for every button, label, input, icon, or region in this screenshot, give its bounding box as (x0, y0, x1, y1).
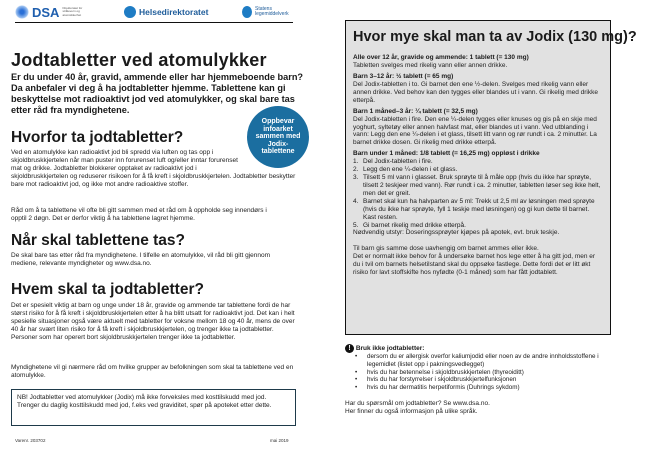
dosage-box (345, 20, 637, 335)
infant-title: Barn under 1 måned: 1/8 tablett (= 16,25 mg) oppløst i drikke (353, 150, 540, 158)
dosage-note: Til barn gis samme dose uavhengig om barnet ammes eller ikke. (353, 245, 539, 253)
dosage-group-text: Del Jodix-tabletten i fire. Den ene ¼-delen tygges eller knuses og gis på en skje med yoghurt, syltetøy eller annen halvfast mat, eller blandes ut i vann. Ved utblanding i vann: Legg den ene ¼-delen i et glass, tilsett litt vann og rør rundt i ca. 2 minutter. La barnet drikke dosen. Gi rikelig med drikke etterpå. (353, 115, 597, 147)
page-title: Jodtabletter ved atomulykker (11, 50, 267, 70)
contact-line: Har du spørsmål om jodtabletter? Se www.dsa.no. (345, 399, 490, 407)
dosage-group-title: Alle over 12 år, gravide og ammende: 1 tablett (= 130 mg) (353, 54, 529, 61)
when-paragraph: De skal bare tas etter råd fra myndighetene. I tilfelle en atomulykke, vil råd bli gitt gjennom mediene, relevante myndigheter og www.dsa.no. (11, 252, 271, 267)
helsedir-name: Helsedirektoratet (139, 7, 209, 17)
warning-text: dersom du er allergisk overfor kaliumjodid eller noen av de andre innholdsstoffene i legemidlet (listet opp i pakningsvedlegget) (367, 353, 599, 368)
badge-spacer (242, 149, 296, 171)
step-text: Tilsett 5 ml vann i glasset. Bruk sprøyte til å måle opp (hvis du ikke har sprøyte, tilsett 2 teskjeer med vann). Rør rundt i ca. 2 minutter, tabletten løser seg ikke helt, men det er greit. (363, 174, 601, 197)
dosage-group-title: Barn 3–12 år: ½ tablett (= 65 mg) (353, 72, 454, 80)
who-paragraph-1: Det er spesielt viktig at barn og unge under 18 år, gravide og ammende tar tablettene fordi de har størst risiko for å få kreft i skjoldbruskkjertelen etter å ha blitt utsatt for radioaktivt jod. Det kan i helt spesielle situasjoner også være aktuelt med tabletter for voksne mellom 18 og 40 år, mens de over 40 år har svært liten risiko for å få kreft i skjoldbruskkjertelen, og trenger ikke ta jodtabletter. Personer som har operert bort skjoldbruskkjertelen trenger ikke ta jodtabletter. (11, 302, 295, 341)
helsedirektoratet-logo (124, 6, 208, 18)
who-paragraph-2: Myndighetene vil gi nærmere råd om hvilke grupper av befolkningen som skal ta tablettene ved en atomulykke. (11, 364, 294, 379)
slv-drop-icon (242, 6, 252, 18)
why-paragraph-2: Råd om å ta tablettene vil ofte bli gitt sammen med et råd om å oppholde seg innendørs i opptil 2 døgn. Det er derfor viktig å ha tablettene lagret hjemme. (11, 207, 267, 222)
step-item: 3. Tilsett 5 ml vann i glasset. Bruk sprøyte til å måle opp (hvis du ikke har sprøyte, tilsett 2 teskjeer med vann). Rør rundt i ca. 2 minutter, tabletten løser seg ikke helt, men det er greit. (353, 174, 603, 198)
step-text: Legg den ene ¼-delen i et glass. (363, 166, 458, 174)
warning-text: hvis du har betennelse i skjoldbruskkjertelen (thyreoiditt) (367, 368, 524, 376)
step-text: Del Jodix-tabletten i fire. (363, 158, 433, 166)
heading-when: Når skal tablettene tas? (11, 232, 186, 249)
warning-list (355, 353, 610, 392)
step-text: Barnet skal kun ha halvparten av 5 ml: Trekk ut 2,5 ml av løsningen med sprøyte (hvis du ikke har sprøyte, fyll 1 teskje med løsningen) og gi kun dette til barnet. Kast resten. (363, 197, 595, 221)
step-item: 5. Gi barnet rikelig med drikke etterpå. (353, 221, 466, 229)
equipment-note: Nødvendig utstyr: Doseringssprøyter kjøpes på apotek, evt. bruk teskje. (353, 229, 560, 237)
infant-steps (353, 158, 603, 229)
product-number: Varenr. 203702 (15, 438, 46, 443)
step-item: 1. Del Jodix-tabletten i fire. (353, 158, 433, 166)
why-paragraph-1: Ved en atomulykke kan radioaktivt jod bli spredd via luften og tas opp i skjoldbruskkjertelen når man puster inn forurenset luft og/eller inntar forurenset mat og drikke. Jodtabletter blokkerer opptaket av radioaktivt jod i skjoldbruskkjertelen og reduserer risikoen for å få kreft i skjoldbruskkjertelen. Jodtabletter beskytter bare mot radioaktivt jod, og ikke mot andre radioaktive stoffer. (11, 149, 296, 188)
dsa-star-icon (15, 5, 29, 19)
dsa-subtitle: Direktoratet for strålevern og atomsikkerhet (62, 5, 83, 17)
heading-why: Hvorfor ta jodtabletter? (11, 129, 184, 146)
badge-text: Oppbevar infoarket sammen med Jodix-tablettene (255, 118, 301, 156)
publish-date: mai 2019 (270, 438, 289, 443)
step-item: 2. Legg den ene ¼-delen i et glass. (353, 166, 458, 174)
warning-item: • hvis du har betennelse i skjoldbruskkjertelen (thyreoiditt) (355, 368, 524, 376)
warning-section (345, 344, 610, 416)
warning-item: • hvis du har dermatitis herpetiformis (Duhrings sykdom) (355, 384, 520, 392)
helsedir-icon (124, 6, 136, 18)
logo-bar (15, 3, 295, 21)
contact-line: Her finner du også informasjon på ulike språk. (345, 407, 478, 415)
heading-who: Hvem skal ta jodtabletter? (11, 281, 204, 298)
exclamation-icon: ! (345, 344, 354, 353)
dosage-group-text: Tabletten svelges med rikelig vann eller annen drikke. (353, 62, 508, 69)
warning-header (345, 344, 610, 353)
intro-text: Er du under 40 år, gravid, ammende eller har hjemmeboende barn? Da anbefaler vi deg å ha jodtabletter hjemme. Tablettene kan gi beskyttelse mot radioaktivt jod ved atomulykker, og skal bare tas etter råd fra myndighetene. (11, 72, 304, 115)
warning-item: • hvis du har forstyrrelser i skjoldbruskkjertelfunksjonen (355, 376, 517, 384)
dosage-group-title: Barn 1 måned–3 år: ¼ tablett (= 32,5 mg) (353, 107, 478, 115)
dosage-group-text: Del Jodix-tabletten i to. Gi barnet den ene ½-delen. Svelges med rikelig vann eller annen drikke. Ved behov kan den tygges eller blandes ut i vann. Gi rikelig med drikke etterpå. (353, 80, 598, 104)
warning-title: Bruk ikke jodtabletter: (355, 345, 425, 353)
nb-text: NB! Jodtabletter ved atomulykker (Jodix) må ikke forveksles med kosttilskudd med jod. Trenger du daglig kosttilskudd med jod, f.eks ved graviditet, spør på apoteket etter dette. (17, 394, 272, 409)
nb-notice-box (11, 389, 296, 426)
step-text: Gi barnet rikelig med drikke etterpå. (363, 221, 466, 229)
dsa-logo (15, 5, 90, 20)
step-item: 4. Barnet skal kun ha halvparten av 5 ml: Trekk ut 2,5 ml av løsningen med sprøyte (hvis du ikke har sprøyte, fyll 1 teskje med løsningen) og gi kun dette til barnet. Kast resten. (353, 198, 603, 222)
slv-logo (242, 6, 295, 18)
slv-name: Statens legemiddelverk (255, 5, 289, 17)
warning-item: • dersom du er allergisk overfor kaliumjodid eller noen av de andre innholdsstoffene i legemidlet (listet opp i pakningsvedlegget) (355, 353, 610, 369)
warning-text: hvis du har forstyrrelser i skjoldbruskkjertelfunksjonen (367, 376, 517, 384)
dosage-heading: Hvor mye skal man ta av Jodix (130 mg)? (353, 29, 637, 45)
dsa-name: DSA (32, 4, 60, 20)
warning-text: hvis du har dermatitis herpetiformis (Duhrings sykdom) (367, 384, 520, 392)
dosage-note: Det er normalt ikke behov for å undersøke barnet hos lege etter å ha gitt jod, men er du i tvil om barnets helsetilstand skal du oppsøke fastlege. Dette fordi det er litt økt risiko for lavt stoffskifte hos nyfødte (0-1 måned) som har fått jodtablett. (353, 253, 596, 277)
header-divider (15, 22, 293, 23)
why-paragraph-1-block (11, 149, 296, 189)
